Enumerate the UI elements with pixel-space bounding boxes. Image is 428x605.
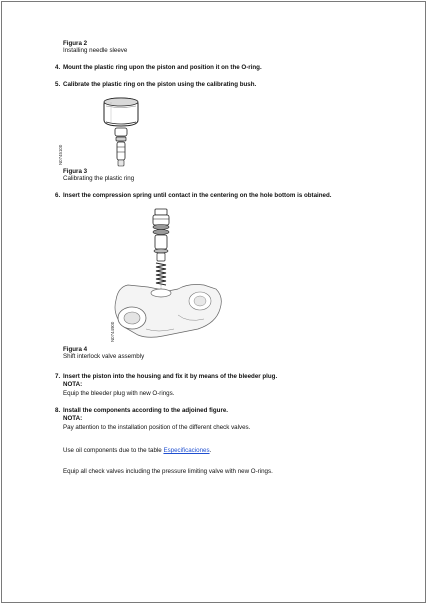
step-5-number: 5. (55, 81, 61, 88)
oil-components-text: Use oil components due to the table (63, 447, 164, 454)
figure-4-label: Figura 4 (63, 346, 88, 353)
oil-components-paragraph (63, 447, 211, 455)
step-7-note: Equip the bleeder plug with new O-rings. (63, 390, 175, 397)
figure-2-caption: Installing needle sleeve (63, 47, 128, 54)
specifications-link[interactable]: Especificaciones (163, 447, 210, 454)
step-7-number: 7. (55, 373, 61, 380)
step-8-text: Install the components according to the adjoined figure. (63, 407, 229, 414)
step-8-note: Pay attention to the installation position of the different check valves. (63, 424, 251, 431)
figure-3-illustration (96, 92, 146, 172)
step-6-text: Insert the compression spring until contact in the centering on the hole bottom is obtained. (63, 192, 332, 199)
step-4-text: Mount the plastic ring upon the piston and position it on the O-ring. (63, 64, 262, 71)
figure-4-code: N0744900 (110, 321, 115, 342)
figure-4-illustration (108, 205, 238, 345)
figure-3-code: N0745100 (58, 144, 63, 165)
step-8-number: 8. (55, 407, 61, 414)
oil-components-suffix: . (209, 447, 212, 454)
step-7-nota: NOTA: (63, 381, 83, 388)
figure-4-caption: Shift interlock valve assembly (63, 353, 145, 360)
step-4-number: 4. (55, 64, 61, 71)
check-valves-paragraph: Equip all check valves including the pressure limiting valve with new O-rings. (63, 468, 273, 475)
step-8-nota: NOTA: (63, 415, 83, 422)
step-5-text: Calibrate the plastic ring on the piston using the calibrating bush. (63, 81, 257, 88)
figure-2-label: Figura 2 (63, 40, 88, 47)
figure-3-caption: Calibrating the plastic ring (63, 175, 135, 182)
step-7-text: Insert the piston into the housing and fix it by means of the bleeder plug. (63, 373, 278, 380)
figure-3-label: Figura 3 (63, 168, 88, 175)
step-6-number: 6. (55, 192, 61, 199)
